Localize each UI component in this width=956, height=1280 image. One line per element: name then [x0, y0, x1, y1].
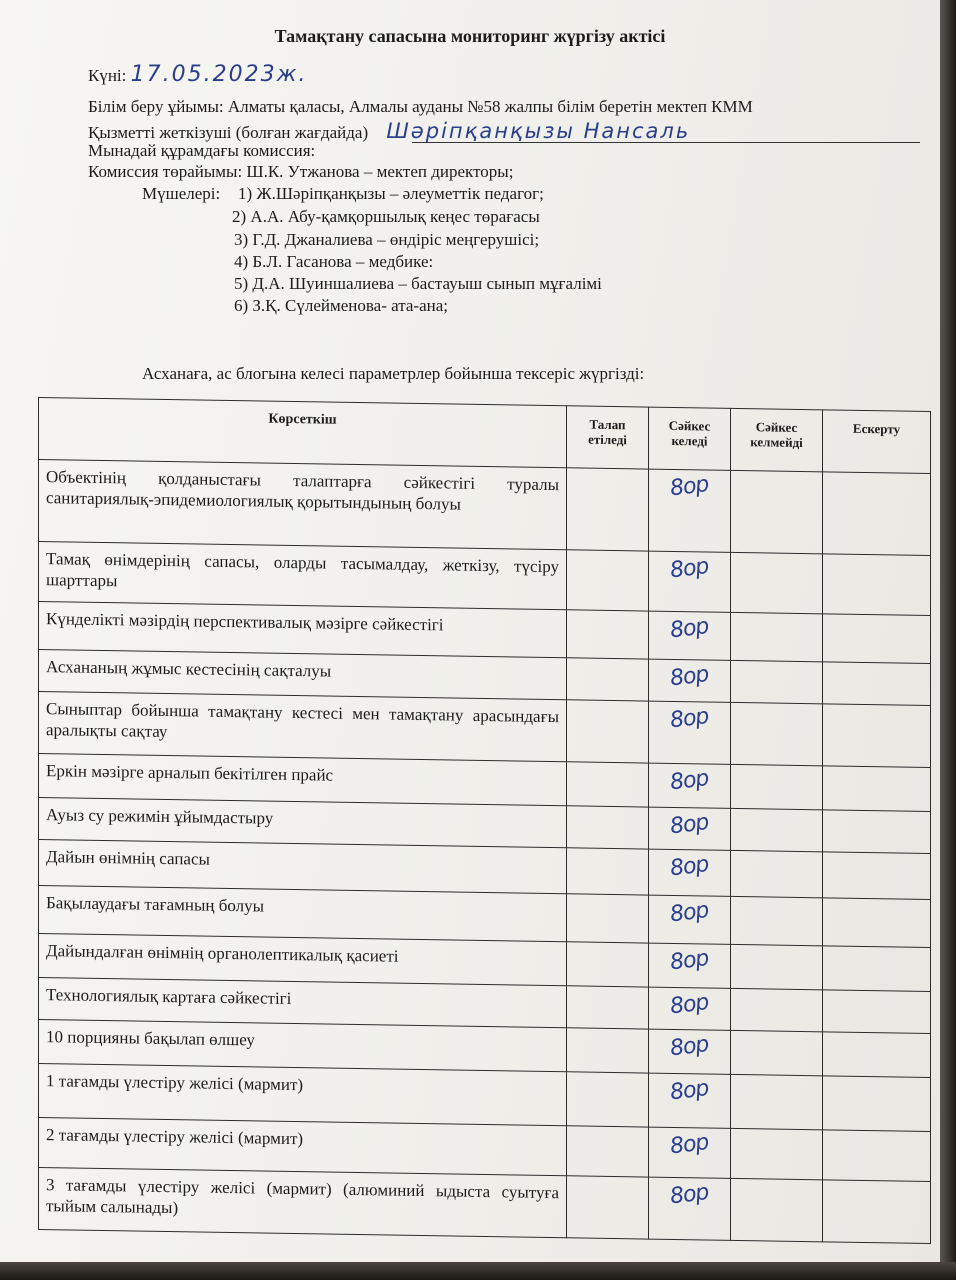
row-indicator: Сыныптар бойынша тамақтану кестесі мен тамақтану арасындағы аралықты сақтау — [39, 692, 567, 762]
row-indicator: Объектінің қолданыстағы талаптарға сәйкестігі туралы санитариялық-эпидемиологиялық қорытындының болуы — [39, 460, 567, 550]
cell-not-complies — [731, 896, 823, 945]
cell-required — [567, 610, 649, 659]
row-indicator: Технологиялық картаға сәйкестігі — [39, 978, 567, 1028]
cell-required — [567, 658, 649, 701]
cell-complies — [649, 1073, 731, 1128]
cell-complies — [649, 895, 731, 944]
cell-complies — [649, 701, 731, 764]
cell-required — [567, 1072, 649, 1127]
commission-heading: Мынадай құрамдағы комиссия: — [88, 141, 316, 160]
cell-required — [567, 942, 649, 987]
handwritten-mark: 8ор — [668, 1129, 711, 1160]
handwritten-mark: 8ор — [668, 1075, 711, 1106]
cell-note — [823, 898, 931, 948]
cell-note — [823, 472, 931, 556]
cell-not-complies — [731, 612, 823, 661]
supplier-handwritten: Шәріпқанқызы Нансаль — [386, 119, 691, 143]
cell-required — [567, 1126, 649, 1177]
cell-complies — [649, 987, 731, 1030]
row-indicator: Ауыз су режимін ұйымдастыру — [39, 798, 567, 848]
cell-not-complies — [731, 470, 823, 553]
handwritten-mark: 8ор — [668, 471, 711, 502]
cell-required — [567, 1028, 649, 1073]
handwritten-mark: 8ор — [668, 661, 711, 692]
handwritten-mark: 8ор — [668, 945, 711, 976]
cell-required — [567, 1176, 649, 1239]
date-line — [88, 62, 307, 87]
date-handwritten: 17.05.2023ж. — [130, 62, 308, 87]
cell-complies — [649, 943, 731, 988]
inspection-table — [38, 397, 931, 1244]
cell-complies — [649, 849, 731, 896]
cell-note — [823, 766, 931, 812]
cell-required — [567, 894, 649, 943]
handwritten-mark: 8ор — [668, 1031, 711, 1062]
cell-complies — [649, 551, 731, 612]
handwritten-mark: 8ор — [668, 765, 711, 796]
chairman-line: Комиссия төрайымы: Ш.К. Утжанова – мектеп директоры; — [88, 162, 514, 181]
cell-not-complies — [731, 850, 823, 897]
cell-complies — [649, 763, 731, 808]
handwritten-mark: 8ор — [668, 1179, 711, 1210]
cell-not-complies — [731, 1128, 823, 1179]
row-indicator: Күнделікті мәзірдің перспективалық мәзірге сәйкестігі — [39, 602, 567, 658]
cell-complies — [649, 611, 731, 660]
cell-required — [567, 550, 649, 611]
handwritten-mark: 8ор — [668, 989, 711, 1020]
row-indicator: 10 порцияны бақылап өлшеу — [39, 1020, 567, 1072]
cell-complies — [649, 1127, 731, 1178]
cell-not-complies — [731, 808, 823, 851]
cell-note — [823, 554, 931, 616]
cell-not-complies — [731, 1178, 823, 1241]
supplier-line — [88, 119, 690, 143]
header-required: Талап етіледі — [567, 406, 649, 469]
row-indicator: Еркін мәзірге арналып бекітілген прайс — [39, 754, 567, 806]
cell-note — [823, 1130, 931, 1182]
handwritten-mark: 8ор — [668, 809, 711, 840]
member-2: 2) А.А. Абу-қамқоршылық кеңес төрағасы — [232, 207, 540, 226]
cell-note — [823, 1032, 931, 1078]
cell-not-complies — [731, 944, 823, 989]
handwritten-mark: 8ор — [668, 851, 711, 882]
cell-not-complies — [731, 764, 823, 809]
cell-note — [823, 662, 931, 706]
header-note: Ескерту — [823, 410, 931, 474]
row-indicator: 2 тағамды үлестіру желісі (мармит) — [39, 1118, 567, 1176]
cell-not-complies — [731, 702, 823, 765]
supplier-label: Қызметті жеткізуші (болған жағдайда) — [88, 123, 369, 142]
cell-not-complies — [731, 552, 823, 613]
handwritten-mark: 8ор — [668, 897, 711, 928]
cell-complies — [649, 1029, 731, 1074]
document-title: Тамақтану сапасына мониторинг жүргізу актісі — [274, 26, 666, 46]
handwritten-mark: 8ор — [668, 613, 711, 644]
cell-note — [823, 946, 931, 992]
member-6: 6) З.Қ. Сүлейменова- ата-ана; — [234, 296, 449, 315]
cell-required — [567, 762, 649, 807]
members-label: Мүшелері: — [142, 184, 221, 203]
cell-note — [823, 810, 931, 854]
photo-background-bottom — [0, 1262, 956, 1280]
cell-note — [823, 614, 931, 664]
cell-required — [567, 806, 649, 849]
cell-not-complies — [731, 988, 823, 1031]
row-indicator: 3 тағамды үлестіру желісі (мармит) (алюминий ыдыста суытуға тыйым салынады) — [39, 1168, 567, 1238]
date-label: Күні: — [88, 66, 127, 85]
photo-background-edge — [940, 0, 956, 1280]
header-complies: Сәйкес келеді — [649, 407, 731, 470]
member-5: 5) Д.А. Шуиншалиева – бастауыш сынып мұғалімі — [234, 274, 602, 293]
cell-required — [567, 848, 649, 895]
cell-note — [823, 704, 931, 768]
row-indicator: Бақылаудағы тағамның болуы — [39, 886, 567, 942]
cell-note — [823, 1180, 931, 1244]
org-line: Білім беру ұйымы: Алматы қаласы, Алмалы ауданы №58 жалпы білім беретін мектеп КММ — [88, 97, 753, 116]
cell-note — [823, 990, 931, 1034]
handwritten-mark: 8ор — [668, 553, 711, 584]
handwritten-mark: 8ор — [668, 703, 711, 734]
table-row — [39, 1168, 931, 1244]
member-1: 1) Ж.Шәріпқанқызы – әлеуметтік педагог; — [238, 184, 544, 203]
row-indicator: Тамақ өнімдерінің сапасы, оларды тасымалдау, жеткізу, түсіру шарттары — [39, 542, 567, 610]
member-3: 3) Г.Д. Джаналиева – өндіріс меңгерушісі; — [234, 230, 540, 249]
cell-required — [567, 700, 649, 763]
cell-complies — [649, 469, 731, 552]
cell-note — [823, 852, 931, 900]
row-indicator: Асхананың жұмыс кестесінің сақталуы — [39, 650, 567, 700]
cell-not-complies — [731, 1030, 823, 1075]
cell-complies — [649, 659, 731, 702]
cell-complies — [649, 807, 731, 850]
header-indicator: Көрсеткіш — [39, 398, 567, 468]
cell-required — [567, 986, 649, 1029]
row-indicator: Дайындалған өнімнің органолептикалық қасиеті — [39, 934, 567, 986]
cell-note — [823, 1076, 931, 1132]
header-not-complies: Сәйкес келмейді — [731, 408, 823, 471]
cell-complies — [649, 1177, 731, 1240]
row-indicator: Дайын өнімнің сапасы — [39, 840, 567, 894]
member-4: 4) Б.Л. Гасанова – медбике: — [234, 252, 434, 271]
cell-required — [567, 468, 649, 551]
inspection-intro: Асханаға, ас блогына келесі параметрлер бойынша тексеріс жүргізді: — [142, 364, 645, 383]
table-row — [39, 460, 931, 556]
row-indicator: 1 тағамды үлестіру желісі (мармит) — [39, 1064, 567, 1126]
cell-not-complies — [731, 660, 823, 703]
cell-not-complies — [731, 1074, 823, 1129]
supplier-underline — [412, 142, 920, 143]
